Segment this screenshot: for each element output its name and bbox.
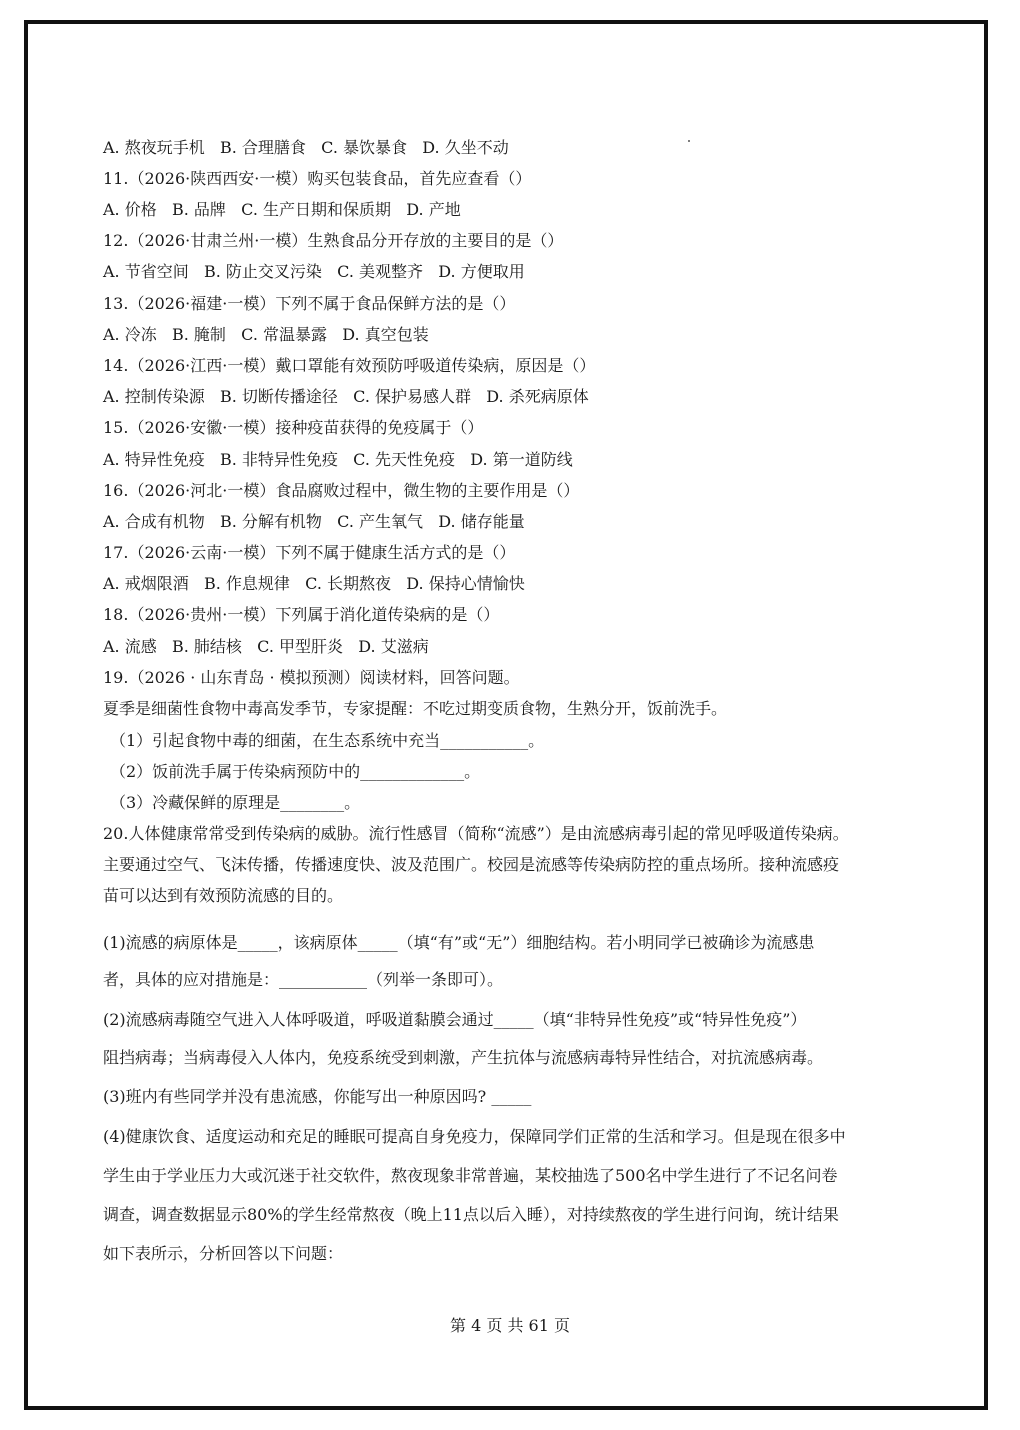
question-20-text: 主要通过空气、飞沫传播，传播速度快、波及范围广。校园是流感等传染病防控的重点场所。接种流感疫 (103, 855, 840, 874)
sub-question-cont: 学生由于学业压力大或沉迷于社交软件，熬夜现象非常普遍，某校抽选了500名中学生进行了不记名问卷 (103, 1166, 838, 1185)
material-text: 夏季是细菌性食物中毒高发季节，专家提醒：不吃过期变质食物，生熟分开，饭前洗手。 (103, 699, 728, 718)
sub-question-cont: 如下表所示，分析回答以下问题： (103, 1244, 344, 1263)
sub-question: （1）引起食物中毒的细菌，在生态系统中充当___________。 (110, 731, 545, 750)
sub-question: （2）饭前洗手属于传染病预防中的_____________。 (110, 762, 481, 781)
option-line: A. 熬夜玩手机 B. 合理膳食 C. 暴饮暴食 D. 久坐不动 (103, 138, 509, 157)
option-line: A. 控制传染源 B. 切断传播途径 C. 保护易感人群 D. 杀死病原体 (103, 387, 589, 406)
question-14: 14.（2026·江西·一模）戴口罩能有效预防呼吸道传染病，原因是（） (103, 356, 596, 375)
sub-question: (4)健康饮食、适度运动和充足的睡眠可提高自身免疫力，保障同学们正常的生活和学习。但是现在很多中 (103, 1127, 846, 1146)
sub-question: （3）冷藏保鲜的原理是________。 (110, 793, 361, 812)
speck (688, 140, 690, 142)
option-line: A. 合成有机物 B. 分解有机物 C. 产生氧气 D. 储存能量 (103, 512, 525, 531)
question-20-text: 苗可以达到有效预防流感的目的。 (103, 886, 344, 905)
sub-question: (1)流感的病原体是_____，该病原体_____（填“有”或“无”）细胞结构。若小明同学已被确诊为流感患 (103, 933, 815, 952)
question-12: 12.（2026·甘肃兰州·一模）生熟食品分开存放的主要目的是（） (103, 231, 564, 250)
sub-question: (3)班内有些同学并没有患流感，你能写出一种原因吗? _____ (103, 1087, 532, 1106)
question-18: 18.（2026·贵州·一模）下列属于消化道传染病的是（） (103, 605, 500, 624)
question-16: 16.（2026·河北·一模）食品腐败过程中，微生物的主要作用是（） (103, 481, 580, 500)
option-line: A. 戒烟限酒 B. 作息规律 C. 长期熬夜 D. 保持心情愉快 (103, 574, 525, 593)
sub-question-cont: 调查，调查数据显示80%的学生经常熬夜（晚上11点以后入睡），对持续熬夜的学生进行问询，统计结果 (103, 1205, 839, 1224)
question-20: 20.人体健康常常受到传染病的威胁。流行性感冒（简称“流感”）是由流感病毒引起的常见呼吸道传染病。 (103, 824, 849, 843)
question-11: 11.（2026·陕西西安·一模）购买包装食品，首先应查看（） (103, 169, 532, 188)
option-line: A. 节省空间 B. 防止交叉污染 C. 美观整齐 D. 方便取用 (103, 262, 525, 281)
option-line: A. 价格 B. 品牌 C. 生产日期和保质期 D. 产地 (103, 200, 461, 219)
sub-question: (2)流感病毒随空气进入人体呼吸道，呼吸道黏膜会通过_____（填“非特异性免疫”或“特异性免疫”） (103, 1010, 807, 1029)
page-number: 第 4 页 共 61 页 (450, 1316, 570, 1335)
option-line: A. 流感 B. 肺结核 C. 甲型肝炎 D. 艾滋病 (103, 637, 429, 656)
question-17: 17.（2026·云南·一模）下列不属于健康生活方式的是（） (103, 543, 516, 562)
question-15: 15.（2026·安徽·一模）接种疫苗获得的免疫属于（） (103, 418, 484, 437)
question-13: 13.（2026·福建·一模）下列不属于食品保鲜方法的是（） (103, 294, 516, 313)
option-line: A. 特异性免疫 B. 非特异性免疫 C. 先天性免疫 D. 第一道防线 (103, 450, 573, 469)
question-19: 19.（2026 · 山东青岛 · 模拟预测）阅读材料，回答问题。 (103, 668, 520, 687)
sub-question-cont: 阻挡病毒；当病毒侵入人体内，免疫系统受到刺激，产生抗体与流感病毒特异性结合，对抗流感病毒。 (103, 1048, 824, 1067)
sub-question-cont: 者，具体的应对措施是：___________（列举一条即可）。 (103, 970, 504, 989)
option-line: A. 冷冻 B. 腌制 C. 常温暴露 D. 真空包装 (103, 325, 429, 344)
